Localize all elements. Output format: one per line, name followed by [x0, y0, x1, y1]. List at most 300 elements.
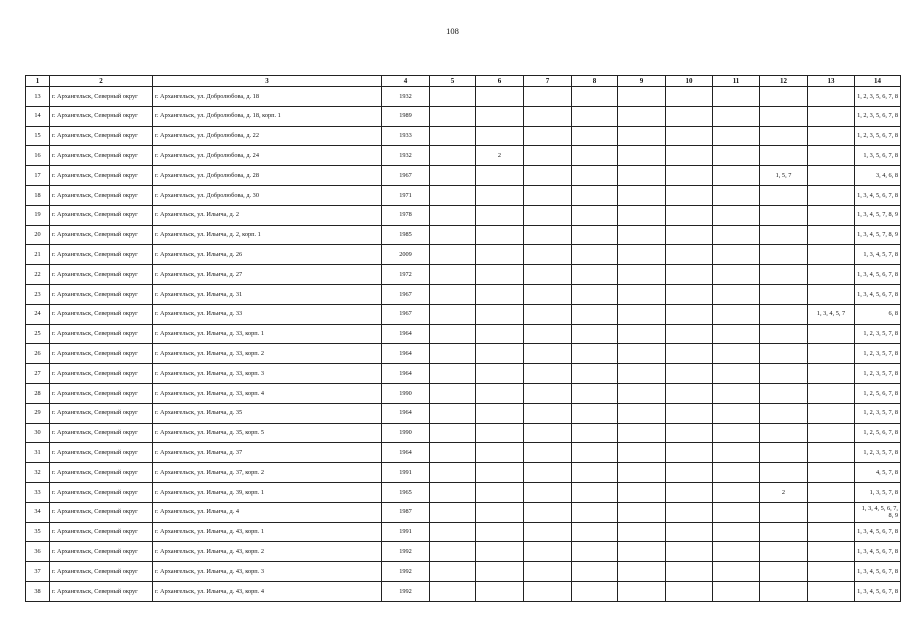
col5-cell — [430, 443, 476, 463]
col9-cell — [618, 581, 666, 601]
row-number: 31 — [26, 443, 50, 463]
col11-cell — [713, 482, 760, 502]
col7-cell — [524, 304, 572, 324]
row-number: 33 — [26, 482, 50, 502]
col14-cell: 1, 2, 3, 5, 6, 7, 8 — [855, 87, 901, 107]
table-row — [26, 225, 901, 245]
district-cell: г. Архангельск, Северный округ — [50, 146, 153, 166]
col9-cell — [618, 403, 666, 423]
district-cell: г. Архангельск, Северный округ — [50, 542, 153, 562]
year-cell: 1967 — [382, 304, 430, 324]
col8-cell — [572, 185, 618, 205]
table-row — [26, 502, 901, 522]
col11-cell — [713, 146, 760, 166]
col11-cell — [713, 463, 760, 483]
col12-cell — [760, 324, 808, 344]
col11-cell — [713, 542, 760, 562]
col9-cell — [618, 562, 666, 582]
col12-cell — [760, 562, 808, 582]
col13-cell — [808, 423, 855, 443]
table-row — [26, 284, 901, 304]
row-number: 36 — [26, 542, 50, 562]
col14-cell: 1, 3, 4, 5, 6, 7, 8 — [855, 522, 901, 542]
column-header-10: 10 — [666, 76, 713, 87]
district-cell: г. Архангельск, Северный округ — [50, 581, 153, 601]
col9-cell — [618, 225, 666, 245]
column-header-12: 12 — [760, 76, 808, 87]
col6-cell — [476, 502, 524, 522]
col10-cell — [666, 364, 713, 384]
column-header-13: 13 — [808, 76, 855, 87]
col8-cell — [572, 324, 618, 344]
col6-cell — [476, 225, 524, 245]
row-number: 35 — [26, 522, 50, 542]
col9-cell — [618, 304, 666, 324]
col14-cell: 1, 2, 3, 5, 7, 8 — [855, 403, 901, 423]
row-number: 38 — [26, 581, 50, 601]
column-header-11: 11 — [713, 76, 760, 87]
col9-cell — [618, 166, 666, 186]
address-cell: г. Архангельск, ул. Ильича, д. 2 — [153, 205, 382, 225]
col6-cell — [476, 562, 524, 582]
col8-cell — [572, 364, 618, 384]
col5-cell — [430, 304, 476, 324]
row-number: 19 — [26, 205, 50, 225]
col14-cell: 1, 3, 5, 6, 7, 8 — [855, 146, 901, 166]
col9-cell — [618, 423, 666, 443]
year-cell: 1985 — [382, 225, 430, 245]
page-number: 108 — [446, 26, 459, 36]
col11-cell — [713, 126, 760, 146]
row-number: 29 — [26, 403, 50, 423]
district-cell: г. Архангельск, Северный округ — [50, 383, 153, 403]
col14-cell: 1, 3, 4, 5, 6, 7, 8 — [855, 581, 901, 601]
year-cell: 1967 — [382, 166, 430, 186]
col13-cell — [808, 502, 855, 522]
col12-cell — [760, 502, 808, 522]
row-number: 28 — [26, 383, 50, 403]
address-cell: г. Архангельск, ул. Ильича, д. 35 — [153, 403, 382, 423]
col14-cell: 1, 3, 4, 5, 7, 8, 9 — [855, 205, 901, 225]
col8-cell — [572, 522, 618, 542]
col13-cell — [808, 443, 855, 463]
col5-cell — [430, 562, 476, 582]
col7-cell — [524, 106, 572, 126]
col11-cell — [713, 403, 760, 423]
table-body — [26, 87, 901, 602]
col14-cell: 1, 3, 4, 5, 7, 8 — [855, 245, 901, 265]
col12-cell — [760, 581, 808, 601]
column-header-9: 9 — [618, 76, 666, 87]
col11-cell — [713, 364, 760, 384]
year-cell: 1991 — [382, 522, 430, 542]
row-number: 20 — [26, 225, 50, 245]
col11-cell — [713, 581, 760, 601]
col13-cell — [808, 403, 855, 423]
col10-cell — [666, 522, 713, 542]
col9-cell — [618, 364, 666, 384]
table-row — [26, 265, 901, 285]
col5-cell — [430, 126, 476, 146]
col14-cell: 1, 3, 4, 5, 6, 7, 8, 9 — [855, 502, 901, 522]
col14-cell: 1, 2, 5, 6, 7, 8 — [855, 383, 901, 403]
col9-cell — [618, 542, 666, 562]
col10-cell — [666, 482, 713, 502]
col11-cell — [713, 324, 760, 344]
col13-cell — [808, 126, 855, 146]
district-cell: г. Архангельск, Северный округ — [50, 304, 153, 324]
col5-cell — [430, 542, 476, 562]
col10-cell — [666, 502, 713, 522]
col5-cell — [430, 284, 476, 304]
district-cell: г. Архангельск, Северный округ — [50, 245, 153, 265]
row-number: 22 — [26, 265, 50, 285]
year-cell: 1965 — [382, 482, 430, 502]
col8-cell — [572, 245, 618, 265]
col9-cell — [618, 284, 666, 304]
col13-cell — [808, 265, 855, 285]
col14-cell: 1, 3, 5, 7, 8 — [855, 482, 901, 502]
col12-cell: 1, 5, 7 — [760, 166, 808, 186]
year-cell: 1972 — [382, 265, 430, 285]
col14-cell: 3, 4, 6, 8 — [855, 166, 901, 186]
col12-cell — [760, 284, 808, 304]
col5-cell — [430, 146, 476, 166]
col7-cell — [524, 126, 572, 146]
col12-cell — [760, 205, 808, 225]
col12-cell — [760, 304, 808, 324]
col13-cell — [808, 87, 855, 107]
address-cell: г. Архангельск, ул. Ильича, д. 37 — [153, 443, 382, 463]
col7-cell — [524, 423, 572, 443]
col6-cell — [476, 185, 524, 205]
column-header-6: 6 — [476, 76, 524, 87]
col13-cell — [808, 344, 855, 364]
col10-cell — [666, 106, 713, 126]
col8-cell — [572, 562, 618, 582]
col6-cell — [476, 166, 524, 186]
col10-cell — [666, 146, 713, 166]
table-row — [26, 383, 901, 403]
col13-cell — [808, 146, 855, 166]
year-cell: 1992 — [382, 581, 430, 601]
col9-cell — [618, 245, 666, 265]
col10-cell — [666, 403, 713, 423]
address-cell: г. Архангельск, ул. Ильича, д. 33, корп. 4 — [153, 383, 382, 403]
col9-cell — [618, 87, 666, 107]
col11-cell — [713, 245, 760, 265]
row-number: 17 — [26, 166, 50, 186]
row-number: 30 — [26, 423, 50, 443]
col6-cell: 2 — [476, 146, 524, 166]
col11-cell — [713, 443, 760, 463]
district-cell: г. Архангельск, Северный округ — [50, 562, 153, 582]
col10-cell — [666, 87, 713, 107]
col12-cell — [760, 403, 808, 423]
col9-cell — [618, 522, 666, 542]
district-cell: г. Архангельск, Северный округ — [50, 463, 153, 483]
table-row — [26, 304, 901, 324]
table-row — [26, 403, 901, 423]
col12-cell — [760, 146, 808, 166]
col11-cell — [713, 205, 760, 225]
row-number: 21 — [26, 245, 50, 265]
col8-cell — [572, 205, 618, 225]
year-cell: 1964 — [382, 403, 430, 423]
col14-cell: 1, 2, 3, 5, 6, 7, 8 — [855, 106, 901, 126]
address-cell: г. Архангельск, ул. Добролюбова, д. 18 — [153, 87, 382, 107]
col7-cell — [524, 482, 572, 502]
col14-cell: 1, 2, 3, 5, 7, 8 — [855, 364, 901, 384]
col5-cell — [430, 344, 476, 364]
year-cell: 1990 — [382, 423, 430, 443]
address-cell: г. Архангельск, ул. Ильича, д. 27 — [153, 265, 382, 285]
col6-cell — [476, 344, 524, 364]
col9-cell — [618, 185, 666, 205]
col10-cell — [666, 205, 713, 225]
column-header-3: 3 — [153, 76, 382, 87]
district-cell: г. Архангельск, Северный округ — [50, 364, 153, 384]
col14-cell: 1, 3, 4, 5, 6, 7, 8 — [855, 542, 901, 562]
col9-cell — [618, 146, 666, 166]
col10-cell — [666, 383, 713, 403]
col7-cell — [524, 364, 572, 384]
address-cell: г. Архангельск, ул. Ильича, д. 26 — [153, 245, 382, 265]
table-row — [26, 364, 901, 384]
col7-cell — [524, 225, 572, 245]
col8-cell — [572, 146, 618, 166]
col10-cell — [666, 166, 713, 186]
col11-cell — [713, 522, 760, 542]
address-cell: г. Архангельск, ул. Ильича, д. 33, корп. 2 — [153, 344, 382, 364]
col6-cell — [476, 463, 524, 483]
col13-cell — [808, 185, 855, 205]
col5-cell — [430, 166, 476, 186]
address-cell: г. Архангельск, ул. Ильича, д. 33, корп. 1 — [153, 324, 382, 344]
district-cell: г. Архангельск, Северный округ — [50, 423, 153, 443]
column-header-7: 7 — [524, 76, 572, 87]
col5-cell — [430, 383, 476, 403]
col10-cell — [666, 245, 713, 265]
column-header-4: 4 — [382, 76, 430, 87]
district-cell: г. Архангельск, Северный округ — [50, 185, 153, 205]
header-row — [26, 76, 901, 87]
address-cell: г. Архангельск, ул. Добролюбова, д. 24 — [153, 146, 382, 166]
district-cell: г. Архангельск, Северный округ — [50, 324, 153, 344]
col10-cell — [666, 581, 713, 601]
col6-cell — [476, 364, 524, 384]
col13-cell — [808, 205, 855, 225]
col10-cell — [666, 344, 713, 364]
col14-cell: 1, 3, 4, 5, 6, 7, 8 — [855, 562, 901, 582]
col5-cell — [430, 225, 476, 245]
address-cell: г. Архангельск, ул. Ильича, д. 43, корп. 1 — [153, 522, 382, 542]
col11-cell — [713, 284, 760, 304]
year-cell: 1964 — [382, 344, 430, 364]
col5-cell — [430, 324, 476, 344]
district-cell: г. Архангельск, Северный округ — [50, 265, 153, 285]
table-row — [26, 344, 901, 364]
col13-cell — [808, 463, 855, 483]
col9-cell — [618, 106, 666, 126]
col6-cell — [476, 522, 524, 542]
address-cell: г. Архангельск, ул. Ильича, д. 43, корп. 3 — [153, 562, 382, 582]
col11-cell — [713, 225, 760, 245]
year-cell: 1992 — [382, 562, 430, 582]
col12-cell — [760, 383, 808, 403]
row-number: 23 — [26, 284, 50, 304]
col5-cell — [430, 482, 476, 502]
col6-cell — [476, 443, 524, 463]
col6-cell — [476, 581, 524, 601]
col10-cell — [666, 225, 713, 245]
col5-cell — [430, 502, 476, 522]
district-cell: г. Архангельск, Северный округ — [50, 502, 153, 522]
row-number: 32 — [26, 463, 50, 483]
table-row — [26, 463, 901, 483]
col12-cell — [760, 344, 808, 364]
col12-cell — [760, 87, 808, 107]
col6-cell — [476, 284, 524, 304]
col10-cell — [666, 423, 713, 443]
col8-cell — [572, 225, 618, 245]
table-row — [26, 146, 901, 166]
year-cell: 1978 — [382, 205, 430, 225]
table-row — [26, 443, 901, 463]
col9-cell — [618, 344, 666, 364]
col6-cell — [476, 304, 524, 324]
district-cell: г. Архангельск, Северный округ — [50, 344, 153, 364]
col5-cell — [430, 205, 476, 225]
col8-cell — [572, 423, 618, 443]
year-cell: 1932 — [382, 146, 430, 166]
year-cell: 1971 — [382, 185, 430, 205]
year-cell: 1967 — [382, 284, 430, 304]
col13-cell — [808, 284, 855, 304]
year-cell: 2009 — [382, 245, 430, 265]
col13-cell — [808, 383, 855, 403]
col9-cell — [618, 482, 666, 502]
year-cell: 1987 — [382, 502, 430, 522]
address-cell: г. Архангельск, ул. Ильича, д. 43, корп. 2 — [153, 542, 382, 562]
col11-cell — [713, 265, 760, 285]
col6-cell — [476, 126, 524, 146]
col14-cell: 1, 2, 3, 5, 7, 8 — [855, 344, 901, 364]
table-row — [26, 185, 901, 205]
col7-cell — [524, 324, 572, 344]
col12-cell — [760, 463, 808, 483]
row-number: 14 — [26, 106, 50, 126]
col10-cell — [666, 542, 713, 562]
col12-cell — [760, 225, 808, 245]
col5-cell — [430, 581, 476, 601]
col13-cell — [808, 225, 855, 245]
col14-cell: 1, 3, 4, 5, 6, 7, 8 — [855, 185, 901, 205]
col8-cell — [572, 482, 618, 502]
row-number: 25 — [26, 324, 50, 344]
col8-cell — [572, 87, 618, 107]
col5-cell — [430, 403, 476, 423]
col12-cell — [760, 364, 808, 384]
table-row — [26, 106, 901, 126]
col5-cell — [430, 106, 476, 126]
col14-cell: 1, 2, 3, 5, 7, 8 — [855, 443, 901, 463]
col13-cell — [808, 324, 855, 344]
col6-cell — [476, 87, 524, 107]
col11-cell — [713, 304, 760, 324]
col6-cell — [476, 383, 524, 403]
col9-cell — [618, 126, 666, 146]
col6-cell — [476, 324, 524, 344]
col12-cell — [760, 106, 808, 126]
address-cell: г. Архангельск, ул. Ильича, д. 31 — [153, 284, 382, 304]
district-cell: г. Архангельск, Северный округ — [50, 126, 153, 146]
col7-cell — [524, 522, 572, 542]
table-row — [26, 87, 901, 107]
row-number: 18 — [26, 185, 50, 205]
col8-cell — [572, 265, 618, 285]
row-number: 16 — [26, 146, 50, 166]
col12-cell — [760, 185, 808, 205]
table-row — [26, 126, 901, 146]
year-cell: 1964 — [382, 324, 430, 344]
col12-cell — [760, 542, 808, 562]
col7-cell — [524, 383, 572, 403]
col9-cell — [618, 502, 666, 522]
address-cell: г. Архангельск, ул. Ильича, д. 37, корп. 2 — [153, 463, 382, 483]
address-cell: г. Архангельск, ул. Ильича, д. 39, корп. 1 — [153, 482, 382, 502]
row-number: 34 — [26, 502, 50, 522]
col10-cell — [666, 443, 713, 463]
col7-cell — [524, 146, 572, 166]
col11-cell — [713, 106, 760, 126]
col14-cell: 1, 3, 4, 5, 6, 7, 8 — [855, 284, 901, 304]
table-row — [26, 542, 901, 562]
col13-cell — [808, 482, 855, 502]
col13-cell — [808, 522, 855, 542]
col12-cell — [760, 423, 808, 443]
col8-cell — [572, 403, 618, 423]
col14-cell: 1, 2, 3, 5, 6, 7, 8 — [855, 126, 901, 146]
table-row — [26, 562, 901, 582]
col9-cell — [618, 383, 666, 403]
col10-cell — [666, 562, 713, 582]
row-number: 37 — [26, 562, 50, 582]
district-cell: г. Архангельск, Северный округ — [50, 403, 153, 423]
col13-cell — [808, 364, 855, 384]
address-cell: г. Архангельск, ул. Ильича, д. 2, корп. 1 — [153, 225, 382, 245]
district-cell: г. Архангельск, Северный округ — [50, 106, 153, 126]
address-cell: г. Архангельск, ул. Ильича, д. 33 — [153, 304, 382, 324]
col8-cell — [572, 542, 618, 562]
col7-cell — [524, 562, 572, 582]
address-cell: г. Архангельск, ул. Ильича, д. 43, корп. 4 — [153, 581, 382, 601]
address-cell: г. Архангельск, ул. Добролюбова, д. 28 — [153, 166, 382, 186]
col8-cell — [572, 581, 618, 601]
col5-cell — [430, 522, 476, 542]
col13-cell — [808, 245, 855, 265]
year-cell: 1964 — [382, 364, 430, 384]
col10-cell — [666, 265, 713, 285]
column-header-8: 8 — [572, 76, 618, 87]
table-row — [26, 205, 901, 225]
address-cell: г. Архангельск, ул. Добролюбова, д. 18, корп. 1 — [153, 106, 382, 126]
col10-cell — [666, 463, 713, 483]
col13-cell — [808, 581, 855, 601]
col11-cell — [713, 502, 760, 522]
table-row — [26, 423, 901, 443]
col11-cell — [713, 423, 760, 443]
